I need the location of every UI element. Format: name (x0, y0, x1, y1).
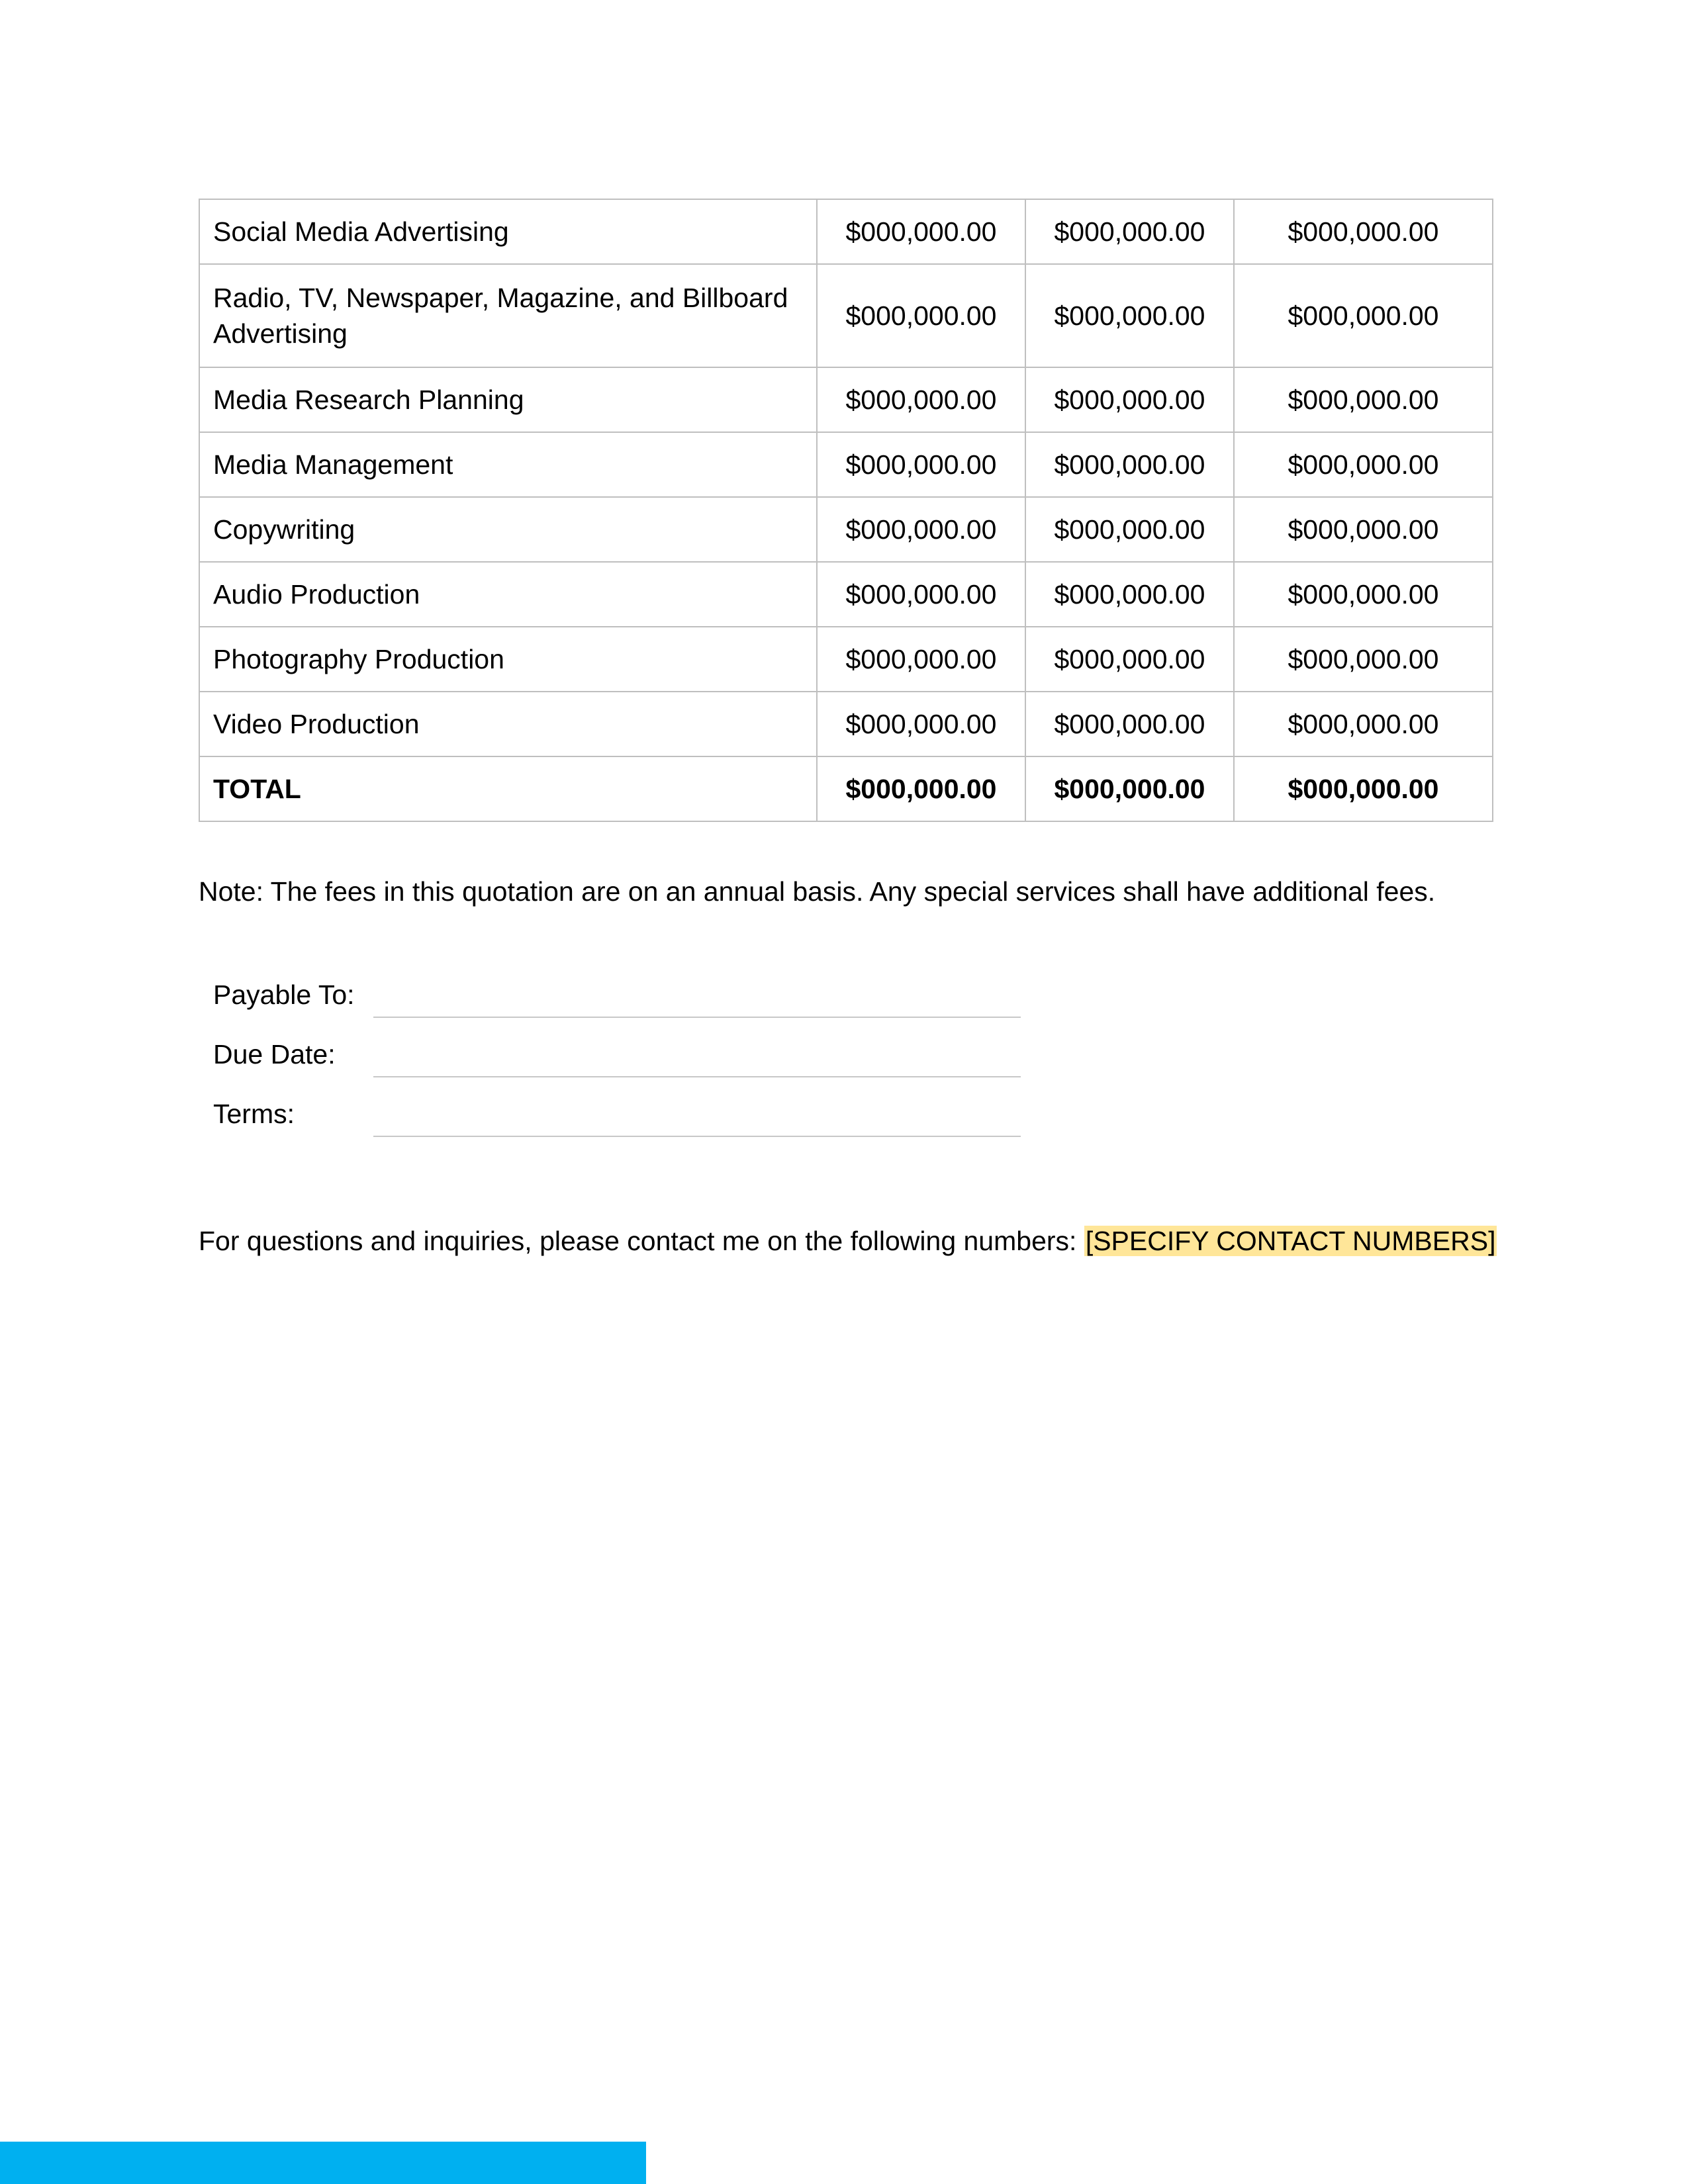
amount-cell: $000,000.00 (1025, 692, 1234, 756)
due-date-field[interactable] (213, 1031, 1021, 1077)
service-name-cell: Radio, TV, Newspaper, Magazine, and Billboard Advertising (199, 264, 817, 367)
amount-cell: $000,000.00 (1234, 692, 1493, 756)
amount-cell: $000,000.00 (1025, 199, 1234, 264)
amount-cell: $000,000.00 (817, 199, 1025, 264)
payable-to-label: Payable To: (213, 979, 355, 1010)
pricing-table (199, 199, 1493, 822)
amount-cell: $000,000.00 (817, 627, 1025, 692)
amount-cell: $000,000.00 (817, 367, 1025, 432)
total-row (199, 756, 1493, 821)
service-name-cell: Copywriting (199, 497, 817, 562)
contact-text: For questions and inquiries, please contact me on the following numbers: (199, 1226, 1084, 1256)
total-amount: $000,000.00 (1234, 756, 1493, 821)
amount-cell: $000,000.00 (817, 692, 1025, 756)
amount-cell: $000,000.00 (1234, 367, 1493, 432)
table-row (199, 562, 1493, 627)
service-name-cell: Media Management (199, 432, 817, 497)
terms-label: Terms: (213, 1099, 295, 1129)
footer-accent-bar (0, 2142, 646, 2184)
payable-to-field[interactable] (213, 972, 1021, 1018)
service-name-cell: Video Production (199, 692, 817, 756)
contact-paragraph (199, 1223, 1509, 1259)
fees-note: Note: The fees in this quotation are on an annual basis. Any special services shall have additional fees. (199, 876, 1436, 907)
amount-cell: $000,000.00 (1025, 562, 1234, 627)
amount-cell: $000,000.00 (1025, 264, 1234, 367)
due-date-line (373, 1076, 1021, 1077)
table-row (199, 692, 1493, 756)
amount-cell: $000,000.00 (817, 432, 1025, 497)
table-row (199, 264, 1493, 367)
amount-cell: $000,000.00 (1025, 627, 1234, 692)
amount-cell: $000,000.00 (1234, 627, 1493, 692)
contact-numbers-placeholder[interactable]: [SPECIFY CONTACT NUMBERS] (1085, 1226, 1496, 1256)
amount-cell: $000,000.00 (1234, 199, 1493, 264)
service-name-cell: Social Media Advertising (199, 199, 817, 264)
table-row (199, 199, 1493, 264)
payable-to-line (373, 1017, 1021, 1018)
amount-cell: $000,000.00 (1025, 432, 1234, 497)
amount-cell: $000,000.00 (817, 562, 1025, 627)
service-name-cell: Media Research Planning (199, 367, 817, 432)
total-label: TOTAL (199, 756, 817, 821)
amount-cell: $000,000.00 (1234, 264, 1493, 367)
table-row (199, 432, 1493, 497)
amount-cell: $000,000.00 (1234, 497, 1493, 562)
service-name-cell: Audio Production (199, 562, 817, 627)
terms-field[interactable] (213, 1091, 1021, 1137)
service-name-cell: Photography Production (199, 627, 817, 692)
total-amount: $000,000.00 (817, 756, 1025, 821)
amount-cell: $000,000.00 (1234, 432, 1493, 497)
total-amount: $000,000.00 (1025, 756, 1234, 821)
table-row (199, 367, 1493, 432)
amount-cell: $000,000.00 (817, 497, 1025, 562)
table-row (199, 627, 1493, 692)
due-date-label: Due Date: (213, 1039, 336, 1069)
amount-cell: $000,000.00 (1234, 562, 1493, 627)
amount-cell: $000,000.00 (1025, 367, 1234, 432)
table-row (199, 497, 1493, 562)
terms-line (373, 1136, 1021, 1137)
amount-cell: $000,000.00 (1025, 497, 1234, 562)
amount-cell: $000,000.00 (817, 264, 1025, 367)
